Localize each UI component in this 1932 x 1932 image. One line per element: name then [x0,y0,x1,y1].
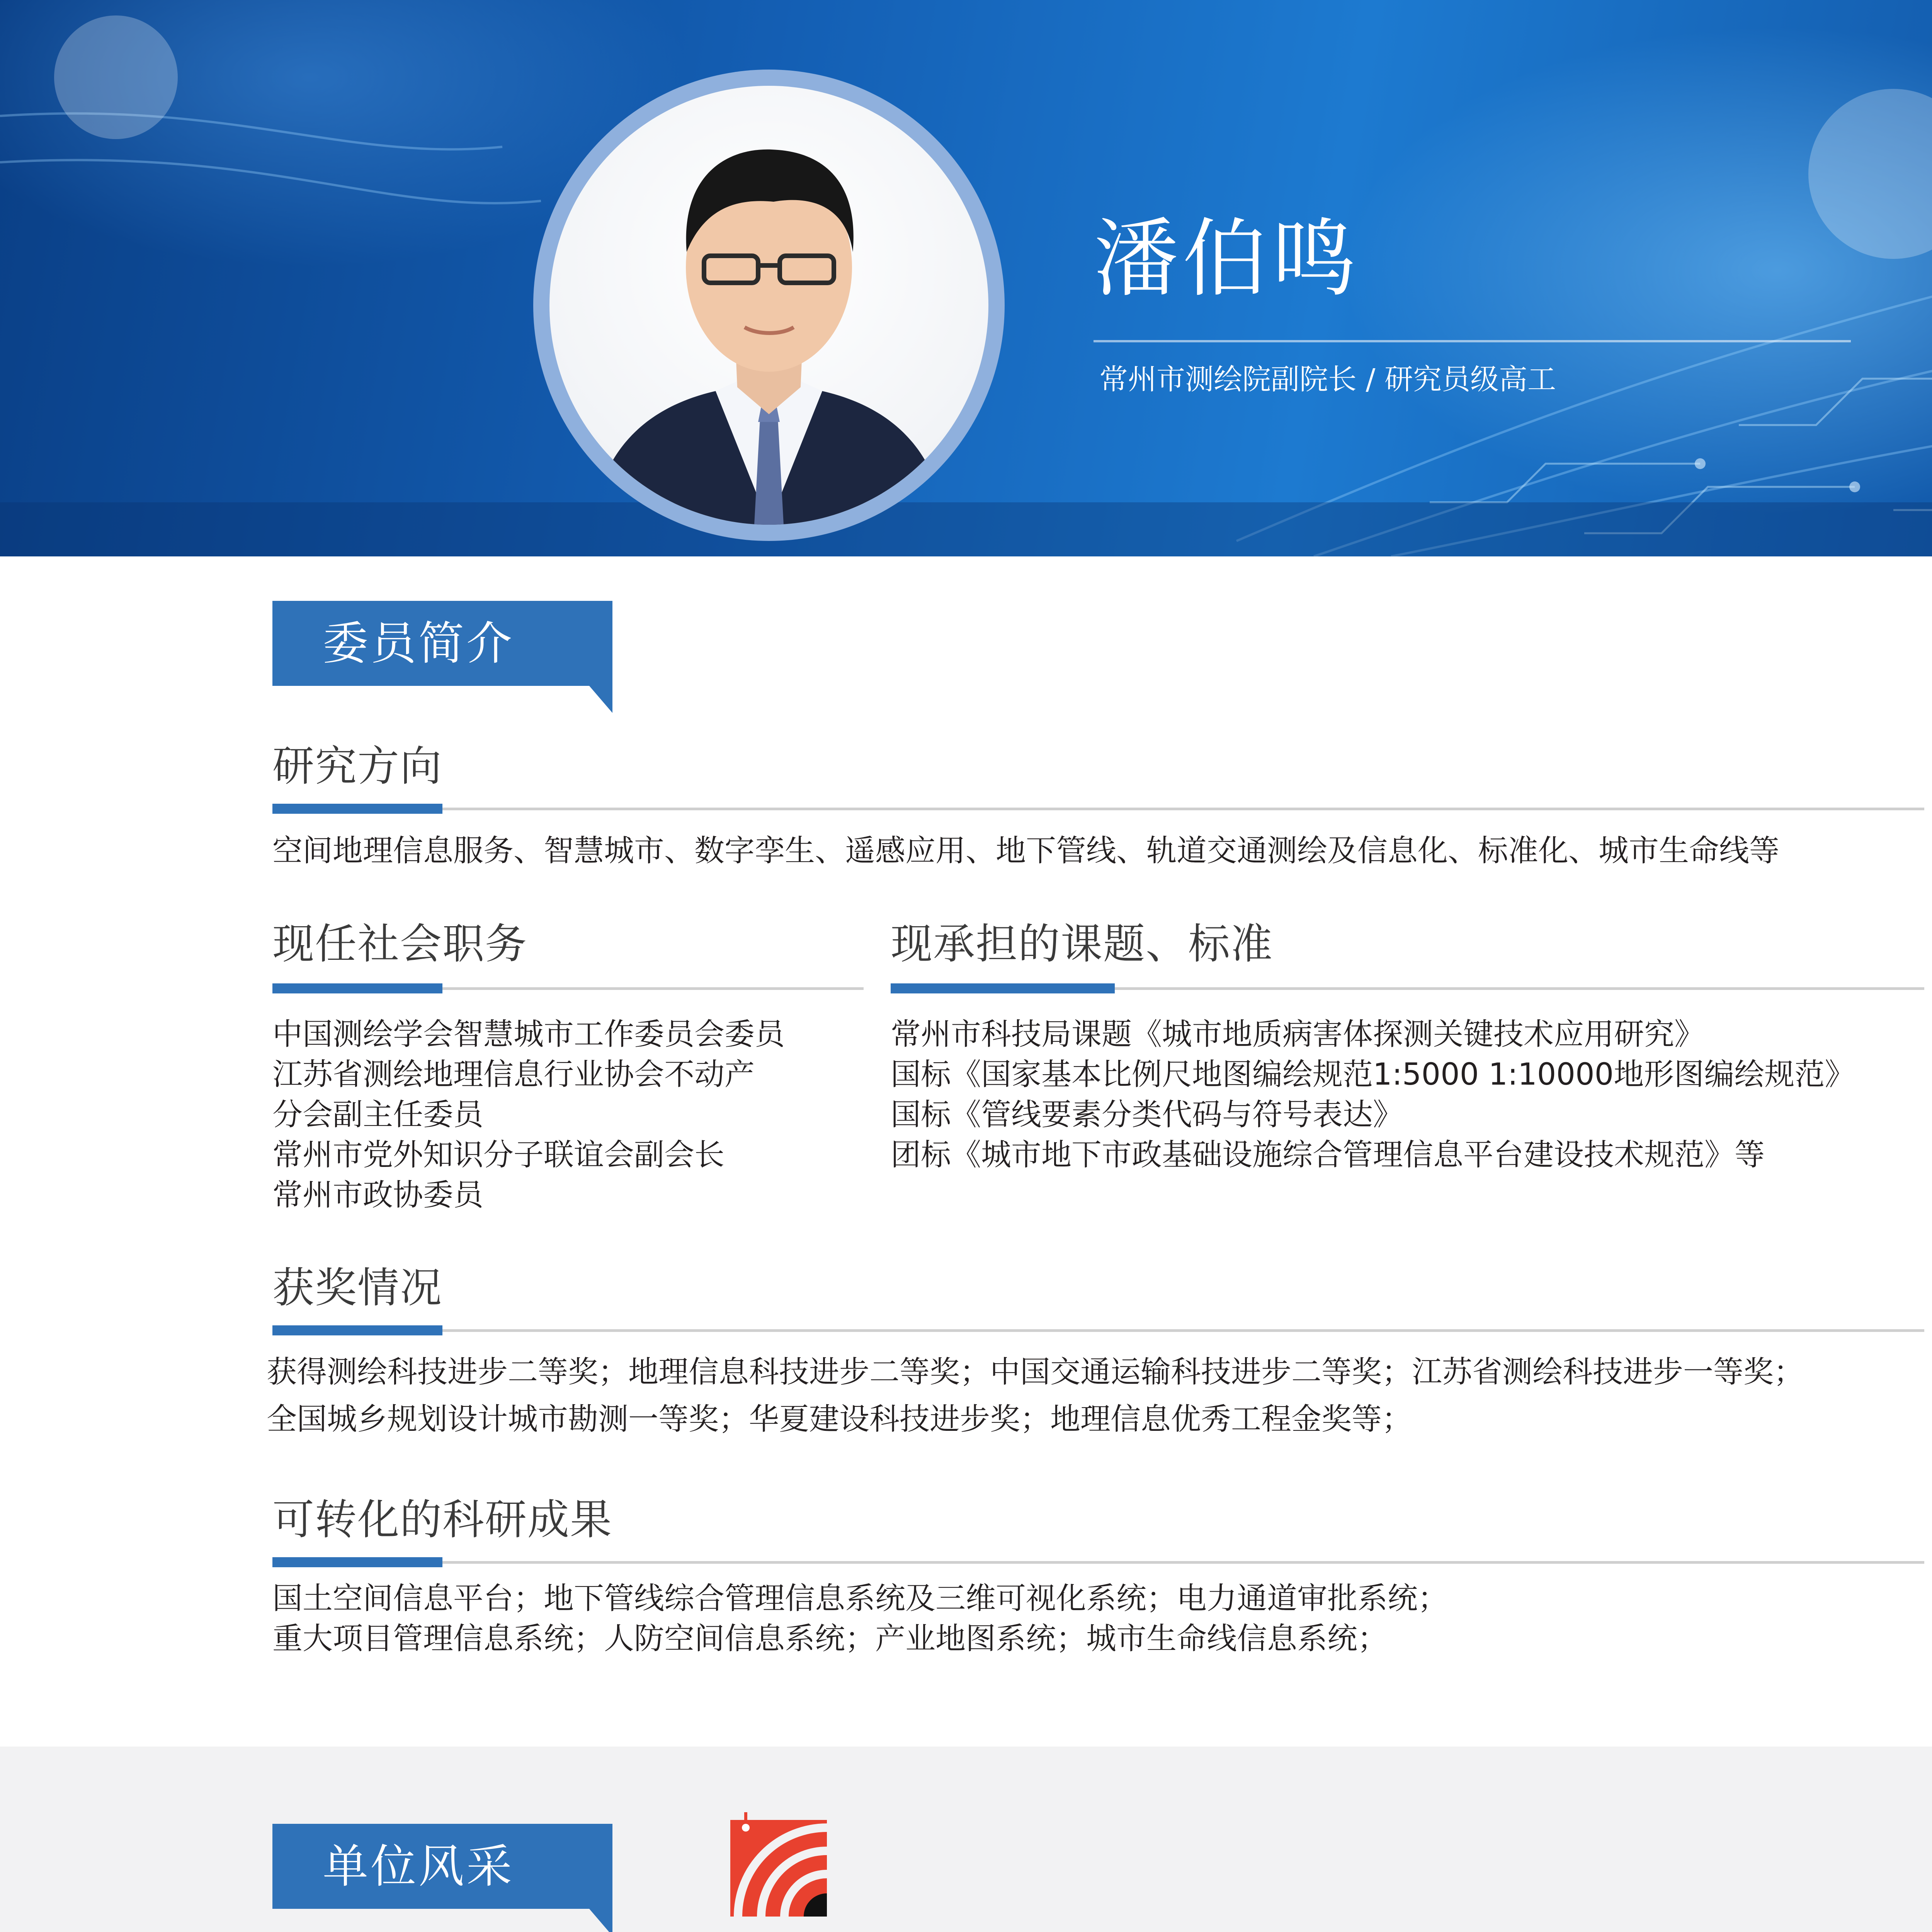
list-item: 常州市科技局课题《城市地质病害体探测关键技术应用研究》 [891,1017,1705,1052]
paragraph-line: 全国城乡规划设计城市勘测一等奖；华夏建设科技进步奖；地理信息优秀工程金奖等； [267,1402,1412,1437]
portrait-photo [549,86,988,525]
section-tab-unit [272,1824,589,1909]
person-title: 常州市测绘院副院长 / 研究员级高工 [1099,363,1556,396]
list-item: 常州市政协委员 [272,1178,484,1213]
awards-text [267,1349,1804,1443]
heading-research: 研究方向 [272,742,443,791]
avatar-frame [533,70,1005,541]
heading-results: 可转化的科研成果 [272,1496,613,1544]
tab-notch [589,1909,612,1932]
heading-underline [272,1561,1924,1564]
positions-list [272,1014,785,1215]
list-item: 分会副主任委员 [272,1097,484,1132]
heading-accent-bar [272,983,442,993]
section-tab-profile [272,601,589,686]
list-item: 常州市党外知识分子联谊会副会长 [272,1138,725,1172]
heading-accent-bar [272,1325,442,1335]
list-item: 国标《国家基本比例尺地图编绘规范1:5000 1:10000地形图编绘规范》 [891,1057,1855,1092]
heading-projects: 现承担的课题、标准 [891,920,1274,968]
list-item: 江苏省测绘地理信息行业协会不动产 [272,1057,755,1092]
heading-underline [272,808,1924,810]
section-tab-label: 单位风采 [323,1840,515,1893]
list-item: 国标《管线要素分类代码与符号表达》 [891,1097,1403,1132]
tab-notch [589,686,612,713]
name-divider [1094,340,1851,342]
heading-accent-bar [272,1557,442,1567]
results-text [272,1578,1448,1659]
header-banner [0,0,1932,556]
paragraph-line: 获得测绘科技进步二等奖；地理信息科技进步二等奖；中国交通运输科技进步二等奖；江苏省测绘科技进步一等奖； [267,1355,1804,1389]
list-item: 团标《城市地下市政基础设施综合管理信息平台建设技术规范》等 [891,1138,1765,1172]
heading-awards: 获奖情况 [272,1264,443,1312]
heading-underline [272,1329,1924,1332]
heading-accent-bar [891,983,1115,993]
paragraph-line: 国土空间信息平台；地下管线综合管理信息系统及三维可视化系统；电力通道审批系统； [272,1581,1448,1616]
heading-accent-bar [272,804,442,814]
survey-institute-logo-icon [730,1812,835,1917]
section-tab-label: 委员简介 [323,617,515,670]
paragraph-line: 重大项目管理信息系统；人防空间信息系统；产业地图系统；城市生命线信息系统； [272,1621,1388,1656]
projects-list [891,1014,1855,1175]
heading-positions: 现任社会职务 [272,920,528,968]
person-name: 潘伯鸣 [1094,209,1361,308]
list-item: 中国测绘学会智慧城市工作委员会委员 [272,1017,785,1052]
research-text: 空间地理信息服务、智慧城市、数字孪生、遥感应用、地下管线、轨道交通测绘及信息化、标准化、城市生命线等 [272,833,1780,868]
avatar [549,86,988,525]
